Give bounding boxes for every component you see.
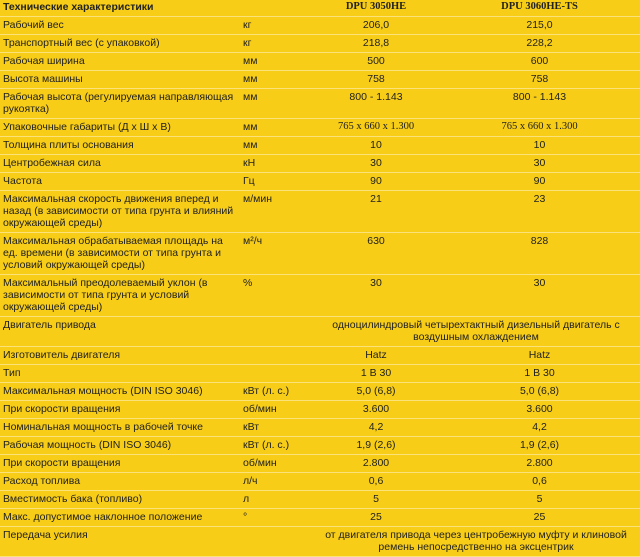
row-value-1: 630: [313, 233, 440, 275]
row-name: Максимальная скорость движения вперед и назад (в зависимости от типа грунта и влияний окружающей среды): [0, 191, 240, 233]
header-model-1: DPU 3050HE: [313, 0, 440, 17]
row-name: Рабочая мощность (DIN ISO 3046): [0, 437, 240, 455]
row-unit: мм: [240, 53, 313, 71]
header-model-2: DPU 3060HE-TS: [440, 0, 640, 17]
row-value-1: 2.800: [313, 455, 440, 473]
row-unit: об/мин: [240, 401, 313, 419]
row-value-2: 1 B 30: [440, 365, 640, 383]
row-name: Толщина плиты основания: [0, 137, 240, 155]
row-value-1: 30: [313, 155, 440, 173]
table-row: [0, 383, 640, 401]
row-unit: °: [240, 509, 313, 527]
row-unit: мм: [240, 71, 313, 89]
table-row: [0, 491, 640, 509]
table-row: [0, 317, 640, 347]
row-value-1: 1 B 30: [313, 365, 440, 383]
table-row: [0, 173, 640, 191]
table-row: [0, 155, 640, 173]
header-title: Технические характеристики: [0, 0, 240, 17]
row-value-1: 800 - 1.143: [313, 89, 440, 119]
row-value-2: Hatz: [440, 347, 640, 365]
row-name: Макс. допустимое наклонное положение: [0, 509, 240, 527]
row-name: Рабочая ширина: [0, 53, 240, 71]
table-row: [0, 119, 640, 137]
row-value-1: Hatz: [313, 347, 440, 365]
row-value-2: 30: [440, 275, 640, 317]
row-value-span: от двигателя привода через центробежную муфту и клиновой ремень непосредственно на эксцентрик: [313, 527, 640, 557]
table-row: [0, 17, 640, 35]
table-row: [0, 347, 640, 365]
table-row: [0, 401, 640, 419]
row-name: Расход топлива: [0, 473, 240, 491]
table-row: [0, 35, 640, 53]
row-unit: Гц: [240, 173, 313, 191]
row-value-2: 828: [440, 233, 640, 275]
table-row: [0, 419, 640, 437]
row-unit: м/мин: [240, 191, 313, 233]
row-unit: мм: [240, 89, 313, 119]
row-name: Рабочая высота (регулируемая направляющая рукоятка): [0, 89, 240, 119]
table-row: [0, 437, 640, 455]
row-unit: кг: [240, 35, 313, 53]
table-row: [0, 53, 640, 71]
row-name: Рабочий вес: [0, 17, 240, 35]
row-unit: кВт (л. с.): [240, 437, 313, 455]
table-row: [0, 89, 640, 119]
row-name: Тип: [0, 365, 240, 383]
row-value-1: 5,0 (6,8): [313, 383, 440, 401]
row-value-2: 30: [440, 155, 640, 173]
row-name: Номинальная мощность в рабочей точке: [0, 419, 240, 437]
row-name: Изготовитель двигателя: [0, 347, 240, 365]
table-row: [0, 365, 640, 383]
row-value-1: 5: [313, 491, 440, 509]
row-unit: мм: [240, 137, 313, 155]
row-value-1: 765 x 660 x 1.300: [313, 119, 440, 137]
header-unit: [240, 0, 313, 17]
row-value-1: 758: [313, 71, 440, 89]
row-unit: [240, 347, 313, 365]
row-value-2: 3.600: [440, 401, 640, 419]
row-value-2: 25: [440, 509, 640, 527]
row-name: При скорости вращения: [0, 401, 240, 419]
row-value-1: 3.600: [313, 401, 440, 419]
row-name: Частота: [0, 173, 240, 191]
table-row: [0, 527, 640, 557]
row-name: Максимальная мощность (DIN ISO 3046): [0, 383, 240, 401]
row-unit: [240, 317, 313, 347]
row-value-1: 10: [313, 137, 440, 155]
row-unit: [240, 365, 313, 383]
row-value-2: 2.800: [440, 455, 640, 473]
table-row: [0, 137, 640, 155]
row-name: Высота машины: [0, 71, 240, 89]
row-value-2: 758: [440, 71, 640, 89]
row-name: Максимальная обрабатываемая площадь на ед. времени (в зависимости от типа грунта и условий окружающей среды): [0, 233, 240, 275]
table-row: [0, 509, 640, 527]
table-row: [0, 191, 640, 233]
table-header-row: [0, 0, 640, 17]
row-value-2: 228,2: [440, 35, 640, 53]
row-value-2: 0,6: [440, 473, 640, 491]
row-value-2: 90: [440, 173, 640, 191]
row-value-2: 5: [440, 491, 640, 509]
table-row: [0, 455, 640, 473]
row-unit: об/мин: [240, 455, 313, 473]
table-row: [0, 233, 640, 275]
row-name: Максимальный преодолеваемый уклон (в зависимости от типа грунта и условий окружающей среды): [0, 275, 240, 317]
row-value-2: 765 x 660 x 1.300: [440, 119, 640, 137]
row-value-1: 21: [313, 191, 440, 233]
table-row: [0, 275, 640, 317]
row-value-1: 500: [313, 53, 440, 71]
row-value-1: 30: [313, 275, 440, 317]
row-unit: кг: [240, 17, 313, 35]
row-value-1: 4,2: [313, 419, 440, 437]
row-name: Центробежная сила: [0, 155, 240, 173]
row-value-2: 800 - 1.143: [440, 89, 640, 119]
row-name: Передача усилия: [0, 527, 240, 557]
row-value-2: 4,2: [440, 419, 640, 437]
row-unit: л: [240, 491, 313, 509]
row-value-1: 206,0: [313, 17, 440, 35]
table-row: [0, 473, 640, 491]
row-value-1: 1,9 (2,6): [313, 437, 440, 455]
row-value-1: 90: [313, 173, 440, 191]
row-value-2: 23: [440, 191, 640, 233]
row-value-2: 10: [440, 137, 640, 155]
row-value-span: одноцилиндровый четырехтактный дизельный двигатель с воздушным охлаждением: [313, 317, 640, 347]
row-value-1: 0,6: [313, 473, 440, 491]
row-value-2: 215,0: [440, 17, 640, 35]
row-value-2: 600: [440, 53, 640, 71]
row-name: При скорости вращения: [0, 455, 240, 473]
row-unit: кН: [240, 155, 313, 173]
row-value-2: 1,9 (2,6): [440, 437, 640, 455]
row-unit: кВт (л. с.): [240, 383, 313, 401]
row-value-1: 218,8: [313, 35, 440, 53]
row-name: Упаковочные габариты (Д x Ш x В): [0, 119, 240, 137]
row-unit: кВт: [240, 419, 313, 437]
row-value-1: 25: [313, 509, 440, 527]
row-unit: %: [240, 275, 313, 317]
row-unit: л/ч: [240, 473, 313, 491]
row-value-2: 5,0 (6,8): [440, 383, 640, 401]
row-name: Двигатель привода: [0, 317, 240, 347]
table-row: [0, 71, 640, 89]
row-name: Транспортный вес (с упаковкой): [0, 35, 240, 53]
row-name: Вместимость бака (топливо): [0, 491, 240, 509]
row-unit: мм: [240, 119, 313, 137]
row-unit: м²/ч: [240, 233, 313, 275]
row-unit: [240, 527, 313, 557]
